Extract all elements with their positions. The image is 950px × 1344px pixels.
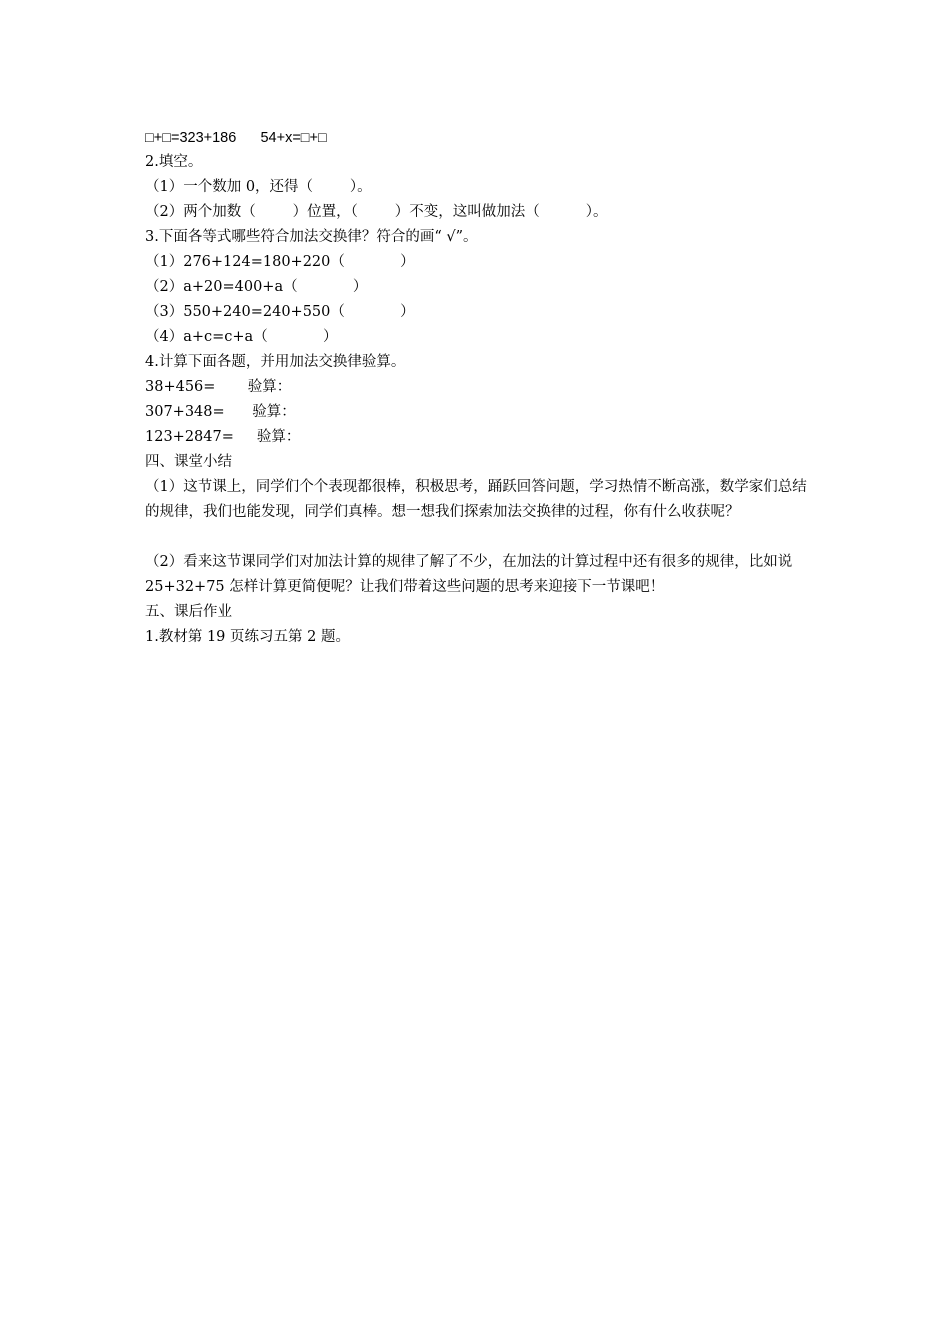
section-5-heading: 五、课后作业 (145, 604, 232, 620)
calc-line-1: 38+456= 验算： (145, 379, 292, 395)
question-3-item-4: （4）a+c=c+a（ ） (145, 329, 338, 345)
summary-paragraph-2: （2）看来这节课同学们对加法计算的规律了解了不少，在加法的计算过程中还有很多的规律，比如说 25+32+75 怎样计算更简便呢？让我们带着这些问题的思考来迎接下一节课吧！ (145, 554, 793, 595)
homework-line: 1.教材第 19 页练习五第 2 题。 (145, 629, 350, 645)
calc-line-3: 123+2847= 验算： (145, 429, 301, 445)
question-3-item-2: （2）a+20=400+a（ ） (145, 279, 368, 295)
equation-line: □+□=323+186 54+x=□+□ (145, 130, 327, 146)
summary-paragraph-1: （1）这节课上，同学们个个表现都很棒，积极思考，踊跃回答问题，学习热情不断高涨，数学家们总结的规律，我们也能发现，同学们真棒。想一想我们探索加法交换律的过程，你有什么收获呢？ (145, 479, 807, 520)
question-2-item-1: （1）一个数加 0，还得（ ）。 (145, 179, 372, 195)
question-3-heading: 3.下面各等式哪些符合加法交换律？符合的画“ √”。 (145, 229, 478, 245)
question-4-heading: 4.计算下面各题，并用加法交换律验算。 (145, 354, 406, 370)
question-2-heading: 2.填空。 (145, 154, 203, 170)
section-4-heading: 四、课堂小结 (145, 454, 232, 470)
question-3-item-1: （1）276+124=180+220（ ） (145, 254, 415, 270)
question-3-item-3: （3）550+240=240+550（ ） (145, 304, 415, 320)
question-2-item-2: （2）两个加数（ ）位置，（ ）不变，这叫做加法（ ）。 (145, 204, 608, 220)
calc-line-2: 307+348= 验算： (145, 404, 296, 420)
